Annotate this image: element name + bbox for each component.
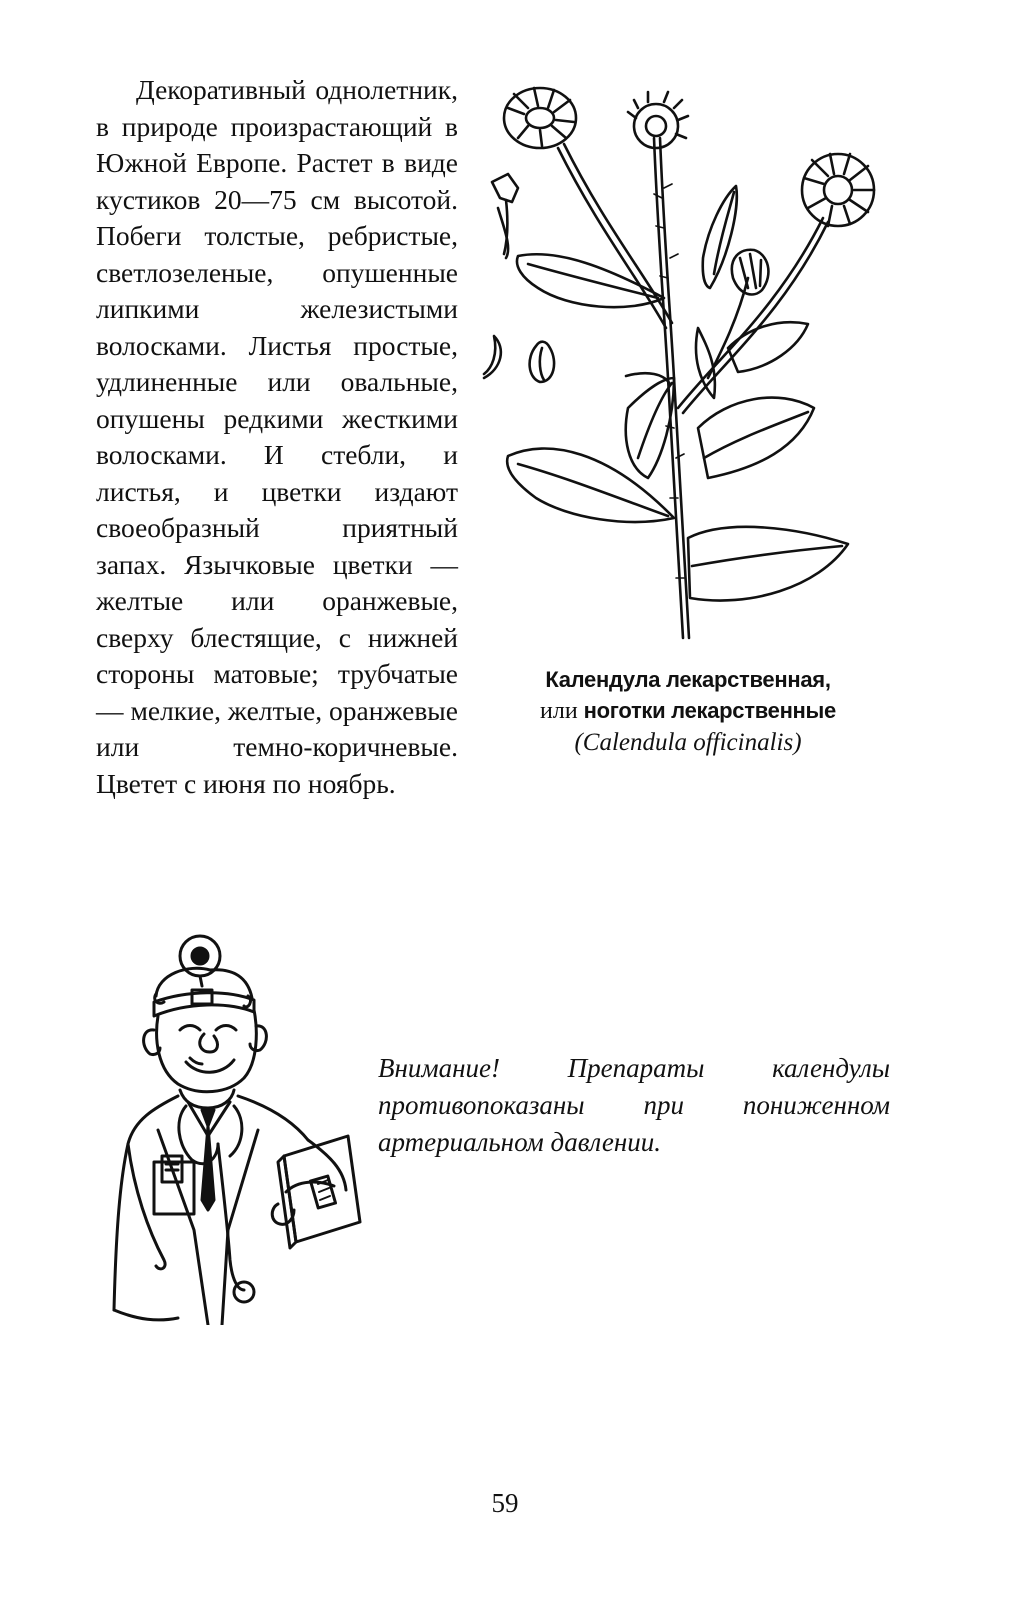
caption-line-2-prefix: или (540, 698, 584, 724)
caption-latin-name: (Calendula officinalis) (574, 729, 802, 756)
caption-line-1: Календула лекарственная, (545, 667, 831, 692)
page-number: 59 (491, 1488, 519, 1518)
calendula-illustration (478, 78, 898, 650)
doctor-illustration (98, 930, 368, 1325)
caption-line-2-bold: ноготки лекарственные (583, 698, 836, 723)
figure-caption (478, 664, 898, 758)
caption-line-2 (478, 695, 898, 727)
warning-note: Внимание! Препараты календулы противопоказаны при пониженном артериальном давлении. (378, 1053, 890, 1157)
description-paragraph: Декоративный однолетник, в природе произрастающий в Южной Европе. Растет в виде кустиков 20—75 см высотой. Побеги толстые, ребристые, светлозеленые, опушенные липкими железистыми волосками. Листья простые, удлиненные или овальные, опушены редкими жесткими волосками. И стебли, и листья, и цветки издают своеобразный приятный запах. Язычковые цветки — желтые или оранжевые, сверху блестящие, с нижней стороны матовые; трубчатые — мелкие, желтые, оранжевые или темно-коричневые. Цветет с июня по ноябрь. (96, 74, 458, 799)
